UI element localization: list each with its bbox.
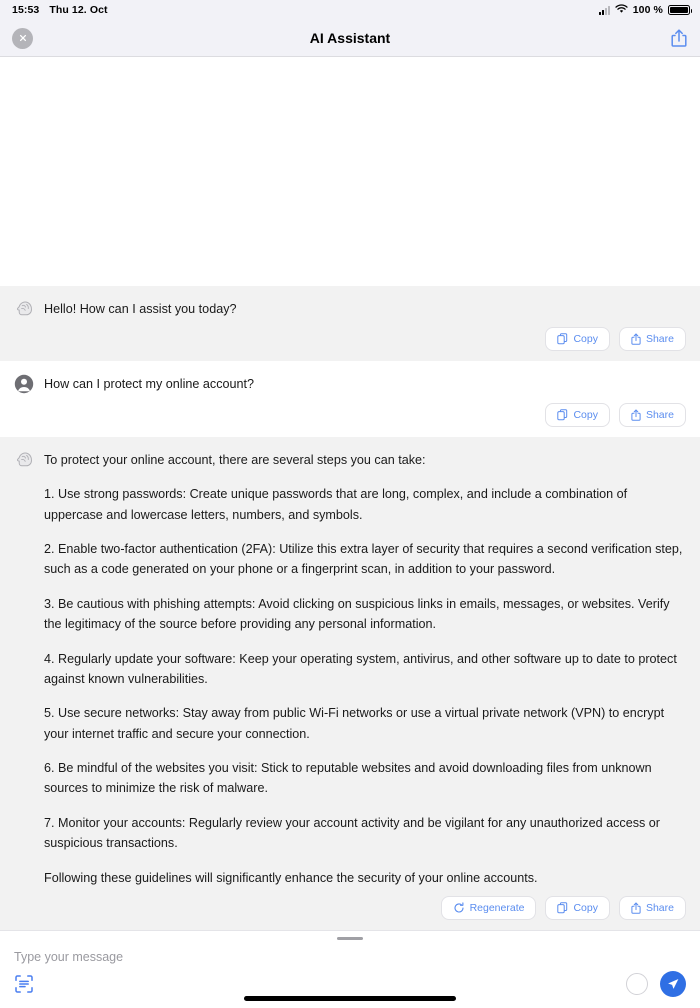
share-icon — [631, 409, 641, 421]
status-time: 15:53 — [12, 4, 40, 16]
message-body — [14, 298, 686, 319]
message-paragraph: How can I protect my online account? — [44, 377, 255, 392]
share-message-button[interactable] — [619, 896, 686, 920]
message-action-bar — [14, 888, 686, 924]
share-icon — [670, 28, 688, 48]
copy-icon — [557, 333, 568, 345]
message-paragraph: 4. Regularly update your software: Keep your operating system, antivirus, and other software up to date to protect against known vulnerabilities. — [44, 651, 677, 686]
share-button[interactable] — [670, 28, 688, 48]
status-date: Thu 12. Oct — [49, 4, 108, 16]
regenerate-icon — [453, 902, 465, 914]
share-button-label: Share — [645, 408, 674, 421]
copy-button[interactable] — [545, 403, 610, 427]
copy-icon — [557, 409, 568, 421]
message-action-bar — [14, 395, 686, 431]
message-paragraph: To protect your online account, there are several steps you can take: — [44, 452, 426, 467]
share-message-button[interactable] — [619, 403, 686, 427]
message-paragraph: 6. Be mindful of the websites you visit: Stick to reputable websites and avoid downloading files from unknown sources to minimize the risk of malware. — [44, 761, 652, 796]
message-paragraph: 1. Use strong passwords: Create unique passwords that are long, complex, and include a combination of uppercase and lowercase letters, numbers, and symbols. — [44, 487, 628, 522]
battery-full-icon — [668, 5, 690, 15]
message-body — [14, 449, 686, 888]
share-icon — [631, 902, 641, 914]
composer-right-controls — [626, 971, 686, 997]
regenerate-button[interactable] — [441, 896, 537, 920]
copy-button-label: Copy — [573, 333, 598, 346]
message-text — [44, 373, 686, 394]
copy-button-label: Copy — [573, 408, 598, 421]
nav-header — [0, 20, 700, 57]
composer-left-controls — [14, 974, 34, 994]
message-text — [44, 298, 686, 319]
copy-button-label: Copy — [573, 901, 598, 914]
chat-empty-space — [0, 57, 700, 286]
message-paragraph: 3. Be cautious with phishing attempts: Avoid clicking on suspicious links in emails, messages, or websites. Verify the legitimacy of the source before providing any personal information. — [44, 596, 670, 632]
battery-percent-label: 100 % — [632, 4, 663, 16]
page-title: AI Assistant — [309, 30, 391, 46]
message-paragraph: 5. Use secure networks: Stay away from public Wi-Fi networks or use a virtual private network (VPN) to encrypt your internet traffic and secure your connection. — [44, 706, 665, 741]
message-action-bar — [14, 319, 686, 355]
message-paragraph: 2. Enable two-factor authentication (2FA): Utilize this extra layer of security that requires a second verification step, such as a code generated on your phone or a fingerprint scan, in addition to your password. — [44, 541, 683, 577]
message-input[interactable]: Type your message — [14, 950, 124, 965]
chat-scroll-area[interactable] — [0, 57, 700, 930]
assistant-brain-avatar-icon — [14, 299, 34, 319]
record-circle-icon[interactable] — [626, 973, 648, 995]
sheet-drag-handle[interactable] — [337, 937, 363, 940]
message-user-question — [0, 361, 700, 436]
home-indicator — [244, 996, 456, 1001]
wifi-icon — [615, 4, 628, 17]
cellular-signal-icon — [599, 6, 610, 15]
message-paragraph: Following these guidelines will significantly enhance the security of your online accounts. — [44, 870, 538, 885]
close-button[interactable] — [12, 28, 33, 49]
message-text — [44, 449, 686, 888]
share-button-label: Share — [645, 333, 674, 346]
share-message-button[interactable] — [619, 327, 686, 351]
message-paragraph: Hello! How can I assist you today? — [44, 302, 237, 316]
status-bar-left — [12, 4, 108, 16]
message-paragraph: 7. Monitor your accounts: Regularly review your account activity and be vigilant for any unauthorized access or suspicious transactions. — [44, 815, 661, 851]
text-scan-icon — [14, 974, 34, 994]
status-bar-right — [599, 4, 690, 17]
share-icon — [631, 333, 641, 345]
status-bar — [0, 0, 700, 20]
send-button[interactable] — [660, 971, 686, 997]
copy-icon — [557, 902, 568, 914]
share-button-label: Share — [645, 901, 674, 914]
message-assistant-answer — [0, 437, 700, 930]
send-paper-plane-icon — [666, 977, 680, 991]
text-scan-button[interactable] — [14, 974, 34, 994]
message-body — [14, 373, 686, 394]
close-icon — [18, 33, 28, 43]
copy-button[interactable] — [545, 896, 610, 920]
copy-button[interactable] — [545, 327, 610, 351]
message-composer — [0, 930, 700, 1008]
assistant-brain-avatar-icon — [14, 450, 34, 470]
message-assistant-greeting — [0, 286, 700, 361]
regenerate-button-label: Regenerate — [469, 901, 525, 914]
user-person-avatar-icon — [14, 374, 34, 394]
composer-controls — [14, 971, 686, 997]
